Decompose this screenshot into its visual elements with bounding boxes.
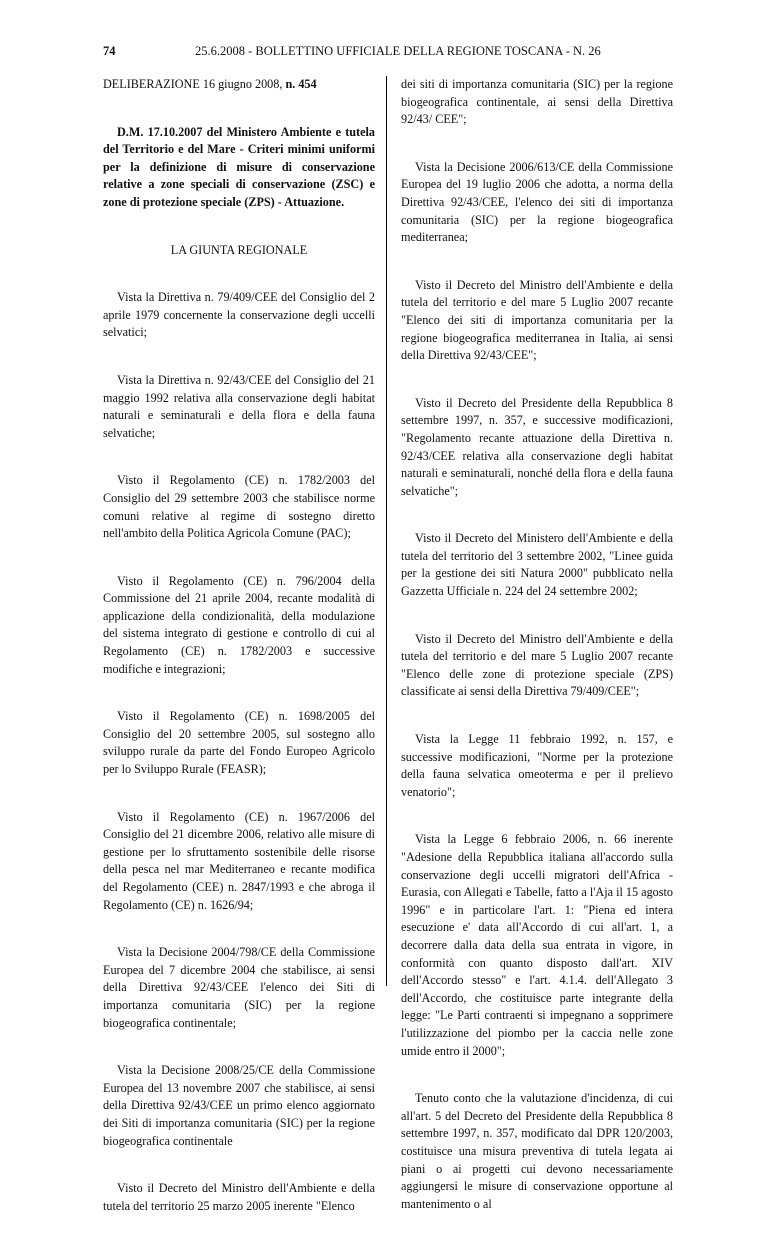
paragraph: Vista la Legge 11 febbraio 1992, n. 157, e successive modificazioni, "Norme per la protezione della fauna selvatica omeoterma e per il prelievo venatorio";: [401, 732, 673, 799]
deliberazione-prefix: DELIBERAZIONE 16 giugno 2008,: [103, 77, 286, 91]
left-column: [103, 76, 375, 1245]
paragraph: Vista la Direttiva n. 79/409/CEE del Consiglio del 2 aprile 1979 concernente la conservazione degli uccelli selvatici;: [103, 290, 375, 340]
page-header: [103, 44, 673, 64]
paragraph: Visto il Regolamento (CE) n. 1967/2006 del Consiglio del 21 dicembre 2006, relativo alle misure di gestione per lo sfruttamento sostenibile delle risorse della pesca nel mar Mediterraneo e recante modifica del Regolamento (CEE) n. 2847/1993 e che abroga il Regolamento (CE) n. 1626/94;: [103, 809, 375, 912]
giunta-heading: LA GIUNTA REGIONALE: [170, 242, 308, 257]
paragraph: Visto il Regolamento (CE) n. 796/2004 della Commissione del 21 aprile 2004, recante modalità di applicazione della condizionalità, della modulazione del sistema integrato di gestione e controllo di cui al Regolamento (CE) n. 1782/2003 e successive modifiche e integrazioni;: [103, 573, 375, 676]
deliberazione-number: n. 454: [285, 77, 317, 91]
paragraph: Visto il Decreto del Ministero dell'Ambiente e della tutela del territorio del 3 settembre 2002, "Linee guida per la gestione dei siti Natura 2000" pubblicato nella Gazzetta Ufficiale n. 224 del 24 settembre 2002;: [401, 531, 673, 599]
paragraph: Tenuto conto che la valutazione d'incidenza, di cui all'art. 5 del Decreto del Presidente della Repubblica 8 settembre 1997, n. 357, modificato dal DPR 120/2003, costituisce una misura preventiva di tutela legata ai piani o ai progetti cui devono necessariamente aggiungersi le misure di conservazione opportune al mantenimento o al: [401, 1091, 673, 1211]
page-number: 74: [103, 44, 116, 58]
paragraph: Vista la Decisione 2004/798/CE della Commissione Europea del 7 dicembre 2004 che stabilisce, ai sensi della Direttiva 92/43/CEE l'elenco dei Siti di importanza comunitaria (SIC) per la regione biogeografica continentale;: [103, 945, 375, 1030]
paragraph: Visto il Decreto del Ministro dell'Ambiente e della tutela del territorio 25 marzo 2005 inerente "Elenco: [103, 1181, 375, 1213]
deliberazione-title: [103, 76, 375, 94]
paragraph: Vista la Legge 6 febbraio 2006, n. 66 inerente "Adesione della Repubblica italiana all'accordo sulla conservazione degli uccelli migratori dell'Africa - Eurasia, con Allegati e Tabelle, fatto a l'Aja il 15 agosto 1996" e in particolare l'art. 1: "Piena ed intera esecuzione e' data all'Accordo di cui all'art. 1, a decorrere dalla data della sua entrata in vigore, in conformità con quanto disposto dall'art. XIV dell'Accordo stesso" e l'art. 4.1.4. dell'Allegato 3 dell'Accordo, che costituisce parte integrante della legge: "Le Parti contraenti si impegnano a sopprimere l'utilizzazione del piombo per la caccia nelle zone umide entro il 2000";: [401, 832, 673, 1058]
paragraph: Visto il Regolamento (CE) n. 1782/2003 del Consiglio del 29 settembre 2003 che stabilisce norme comuni relative al regime di sostegno diretto nell'ambito della Politica Agricola Comune (PAC);: [103, 473, 375, 541]
paragraph: Visto il Regolamento (CE) n. 1698/2005 del Consiglio del 20 settembre 2005, sul sostegno allo sviluppo rurale da parte del Fondo Europeo Agricolo per lo Sviluppo Rurale (FEASR);: [103, 709, 375, 777]
paragraph: dei siti di importanza comunitaria (SIC) per la regione biogeografica continentale, ai sensi della Direttiva 92/43/ CEE";: [401, 77, 673, 127]
paragraph: Vista la Decisione 2006/613/CE della Commissione Europea del 19 luglio 2006 che adotta, a norma della Direttiva 92/43/CEE, l'elenco dei siti di importanza comunitaria (SIC) per la regione biogeografica mediterranea;: [401, 159, 673, 245]
paragraph: Vista la Decisione 2008/25/CE della Commissione Europea del 13 novembre 2007 che stabilisce, ai sensi della Direttiva 92/43/CEE un primo elenco aggiornato dei Siti di importanza comunitaria (SIC) per la regione biogeografica continentale: [103, 1063, 375, 1148]
paragraph: Vista la Direttiva n. 92/43/CEE del Consiglio del 21 maggio 1992 relativa alla conservazione degli habitat naturali e seminaturali e della flora e della fauna selvatiche;: [103, 372, 375, 440]
deliberazione-subject: D.M. 17.10.2007 del Ministero Ambiente e tutela del Territorio e del Mare - Criteri minimi uniformi per la definizione di misure di conservazione relative a zone speciali di conservazione (ZSC) e zone di protezione speciale (ZPS) - Attuazione.: [103, 124, 375, 209]
paragraph: Visto il Decreto del Ministro dell'Ambiente e della tutela del territorio e del mare 5 Luglio 2007 recante "Elenco delle zone di protezione speciale (ZPS) classificate ai sensi della Direttiva 79/409/CEE";: [401, 631, 673, 699]
paragraph: Visto il Decreto del Presidente della Repubblica 8 settembre 1997, n. 357, e successive modificazioni, "Regolamento recante attuazione della Direttiva n. 92/43/CEE relativa alla conservazione degli habitat naturali e seminaturali, nonché della flora e della fauna selvatiche";: [401, 395, 673, 498]
bulletin-title: 25.6.2008 - BOLLETTINO UFFICIALE DELLA REGIONE TOSCANA - N. 26: [195, 44, 601, 58]
column-divider: [386, 76, 387, 986]
paragraph: Visto il Decreto del Ministro dell'Ambiente e della tutela del territorio e del mare 5 Luglio 2007 recante "Elenco dei siti di importanza comunitaria per la regione biogeografica mediterranea in Italia, ai sensi della Direttiva 92/43/CEE";: [401, 277, 673, 363]
right-column: [401, 76, 673, 1243]
